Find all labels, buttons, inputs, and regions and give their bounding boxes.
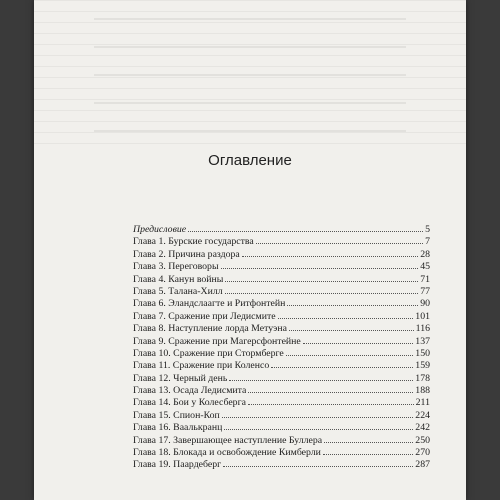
toc-entry	[133, 421, 430, 433]
toc-entry-page: 211	[415, 397, 430, 409]
dot-leader	[271, 359, 413, 368]
toc-list	[133, 223, 430, 471]
dot-leader	[225, 285, 419, 294]
toc-entry	[133, 248, 430, 260]
dot-leader	[256, 235, 423, 244]
toc-entry-page: 242	[415, 422, 430, 434]
toc-entry-label: Глава 16. Ваалькранц	[133, 422, 223, 434]
toc-entry-page: 188	[415, 385, 430, 397]
toc-entry	[133, 384, 430, 396]
toc-entry-label: Глава 1. Бурские государства	[133, 236, 254, 248]
dot-leader	[303, 335, 414, 344]
toc-entry-page: 116	[415, 323, 430, 335]
dot-leader	[324, 434, 413, 443]
toc-entry	[133, 273, 430, 285]
toc-entry	[133, 372, 430, 384]
toc-entry	[133, 458, 430, 470]
toc-entry	[133, 335, 430, 347]
toc-entry-preface	[133, 223, 430, 235]
toc-entry-label: Глава 17. Завершающее наступление Буллера	[133, 434, 323, 446]
toc-entry-page: 137	[415, 335, 430, 347]
dot-leader	[223, 458, 413, 467]
toc-entry-page: 150	[415, 347, 430, 359]
toc-entry-page: 5	[425, 224, 430, 235]
toc-entry-page: 45	[420, 261, 430, 273]
toc-entry-page: 7	[425, 236, 430, 248]
toc-entry-page: 287	[415, 459, 430, 471]
toc-entry-label: Глава 18. Блокада и освобождение Кимберли	[133, 447, 321, 459]
toc-entry-page: 224	[415, 409, 430, 421]
toc-entry-label: Глава 8. Наступление лорда Метуэна	[133, 323, 287, 335]
toc-entry-page: 101	[415, 310, 430, 322]
toc-entry-label: Глава 14. Бои у Колесберга	[133, 397, 246, 409]
toc-entry	[133, 347, 430, 359]
toc-entry	[133, 434, 430, 446]
dot-leader	[242, 248, 418, 257]
dot-leader	[278, 310, 414, 319]
toc-entry-page: 250	[415, 434, 430, 446]
dot-leader	[248, 396, 414, 405]
show-through-text	[34, 0, 466, 150]
toc-entry-label: Глава 7. Сражение при Ледисмите	[133, 310, 276, 322]
toc-entry-label: Глава 11. Сражение при Коленсо	[133, 360, 270, 372]
toc-entry-page: 28	[420, 248, 430, 260]
toc-entry	[133, 297, 430, 309]
book-page	[34, 0, 466, 500]
toc-entry-label: Глава 19. Паардеберг	[133, 459, 222, 471]
toc-entry	[133, 396, 430, 408]
toc-entry	[133, 409, 430, 421]
toc-entry	[133, 235, 430, 247]
toc-entry-label: Глава 15. Спион-Коп	[133, 409, 220, 421]
dot-leader	[229, 372, 413, 381]
toc-entry-page: 178	[415, 372, 430, 384]
toc-entry-page: 159	[415, 360, 430, 372]
dot-leader	[248, 384, 413, 393]
toc-entry-label: Глава 2. Причина раздора	[133, 248, 240, 260]
toc-entry	[133, 285, 430, 297]
toc-entry-label: Глава 12. Черный день	[133, 372, 228, 384]
dot-leader	[289, 322, 414, 331]
toc-entry-label: Глава 9. Сражение при Магерсфонтейне	[133, 335, 301, 347]
dot-leader	[323, 446, 413, 455]
dot-leader	[225, 273, 418, 282]
toc-entry-label: Глава 13. Осада Ледисмита	[133, 385, 247, 397]
toc-title: Оглавление	[208, 152, 292, 169]
dot-leader	[224, 421, 413, 430]
toc-entry-label: Глава 6. Эландслаагте и Ритфонтейн	[133, 298, 286, 310]
toc-entry-page: 71	[420, 273, 430, 285]
dot-leader	[221, 260, 419, 269]
toc-entry	[133, 446, 430, 458]
dot-leader	[222, 409, 414, 418]
toc-entry-page: 270	[415, 447, 430, 459]
toc-entry-page: 90	[420, 298, 430, 310]
toc-entry-label: Предисловие	[133, 224, 187, 235]
toc-entry	[133, 322, 430, 334]
toc-entry-label: Глава 4. Канун войны	[133, 273, 224, 285]
toc-entry-label: Глава 5. Талана-Хилл	[133, 285, 223, 297]
dot-leader	[188, 223, 423, 232]
dot-leader	[286, 347, 414, 356]
toc-entry-label: Глава 3. Переговоры	[133, 261, 219, 273]
dot-leader	[287, 297, 418, 306]
toc-entry-label: Глава 10. Сражение при Стормберге	[133, 347, 284, 359]
toc-entry-page: 77	[420, 285, 430, 297]
toc-entry	[133, 359, 430, 371]
toc-entry	[133, 260, 430, 272]
toc-entry	[133, 310, 430, 322]
